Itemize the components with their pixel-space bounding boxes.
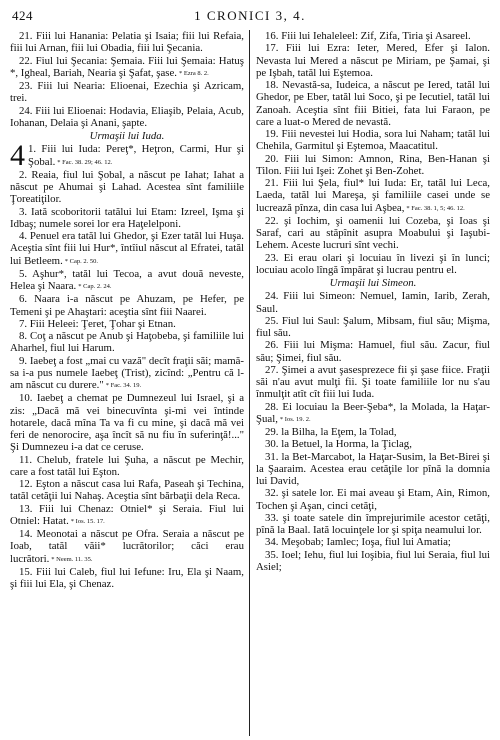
verse (256, 177, 490, 215)
verse (256, 290, 490, 315)
verse (10, 355, 244, 393)
verse-text: 1. Fiii lui Iuda: Pereţ*, Heţron, Carmi, Hur şi Şobal. (28, 143, 244, 168)
verse-text: 23. Ei erau olari şi locuiau în livezi şi în lunci; locuiau acolo lîngă împărat şi lucrau pentru el. (256, 251, 490, 276)
cross-reference: * Ezra 8. 2. (179, 69, 209, 77)
verse-text: 23. Fiii lui Nearia: Elioenai, Ezechia şi Azricam, trei. (10, 80, 244, 105)
verse (256, 30, 490, 42)
section-heading: Urmaşii lui Iuda. (89, 130, 165, 142)
verse (256, 153, 490, 178)
verse-text: 15. Fiii lui Caleb, fiul lui Iefune: Iru, Ela şi Naam, şi fiii lui Ela, şi Chenaz. (10, 565, 244, 590)
verse-text: 24. Fiii lui Simeon: Nemuel, Iamin, Iarib, Zerah, Saul. (256, 290, 490, 315)
verse-text: 3. Iată scoboritorii tatălui lui Etam: Izreel, Işma şi Idbaş; numele sorei lor era Haţelelponi. (10, 205, 244, 230)
cross-reference: * Fac. 38. 29; 46. 12. (57, 158, 113, 166)
verse-text: 31. la Bet-Marcabot, la Haţar-Susim, la Bet-Birei şi la Şaaraim. Acestea erau cetăţile lor pînă la domnia lui David, (256, 450, 490, 487)
chapter-opening-verse (10, 139, 244, 173)
verse-text: 14. Meonotai a născut pe Ofra. Seraia a născut pe Ioab, tatăl văii* lucrătorilor; căci erau lucrători. (10, 528, 244, 565)
cross-reference: * Neem. 11. 35. (51, 555, 93, 563)
verse (256, 215, 490, 252)
cross-reference: * Ios. 19. 2. (279, 415, 311, 423)
verse-text: 24. Fiii lui Elioenai: Hodavia, Eliaşib, Pelaia, Acub, Iohanan, Delaia şi Anani, şapte. (10, 104, 244, 129)
verse (10, 392, 244, 453)
page-header (10, 8, 490, 26)
verse-text: 10. Iaebeţ a chemat pe Dumnezeul lui Israel, şi a zis: „Dacă mă vei binecuvînta şi-mi vei întinde hotarele, dacă mîna Ta va fi cu mine, şi dacă mă vei feri de nenorocire, aşa încît să nu fiu în suferinţă!..." Şi Dumnezeu i-a dat ce ceruse. (10, 392, 244, 454)
verse (256, 426, 490, 438)
verse-text: 21. Fiii lui Şela, fiul* lui Iuda: Er, tatăl lui Leca, Laeda, tatăl lui Mareşa, şi familiile casei unde se lucrează pînza, din casa lui Aşbea, (256, 177, 490, 214)
cross-reference: * Cap. 2. 50. (64, 257, 99, 265)
verse-text: 33. şi toate satele din împrejurimile acestor cetăţi, pînă la Baal. Iată locuinţele lor şi spiţa neamului lor. (256, 511, 490, 536)
verse-text: 26. Fiii lui Mişma: Hamuel, fiul său. Zacur, fiul său; Şimei, fiul său. (256, 339, 490, 364)
verse-text: 11. Chelub, fratele lui Şuha, a născut pe Mechir, care a fost tatăl lui Eşton. (10, 453, 244, 478)
text-columns (10, 30, 490, 736)
verse (256, 549, 490, 574)
cross-reference: * Cap. 2. 24. (78, 283, 112, 290)
verse-text: 25. Fiul lui Saul: Şalum, Mibsam, fiul său; Mişma, fiul său. (256, 314, 490, 339)
verse-text: 17. Fiii lui Ezra: Ieter, Mered, Efer şi Ialon. Nevasta lui Mered a născut pe Miriam, pe Şamai, şi pe Işbah, tatăl lui Eştemoa. (256, 42, 490, 79)
chapter-number: 4 (10, 139, 25, 173)
verse-text: 12. Eşton a născut casa lui Rafa, Paseah şi Techina, tatăl cetăţii lui Nahaş. Aceştia sînt bărbaţii dela Reca. (10, 478, 244, 503)
verse-text: 4. Penuel era tatăl lui Ghedor, şi Ezer tatăl lui Huşa. Aceştia sînt fiii lui Hur*, întîiul născut al Efratei, tatăl lui Betleem. (10, 230, 244, 267)
section-heading: Urmaşii lui Simeon. (329, 277, 417, 289)
verse (256, 451, 490, 488)
verse (10, 293, 244, 318)
verse (10, 230, 244, 268)
verse-text: 2. Reaia, fiul lui Şobal, a născut pe Iahat; Iahat a născut pe Ahumai şi Lahad. Acestea sînt familiile Ţoreatiţilor. (10, 168, 244, 206)
left-column (10, 30, 249, 736)
verse (10, 528, 244, 566)
verse (256, 536, 490, 548)
verse (10, 80, 244, 105)
verse (10, 318, 244, 330)
verse (256, 128, 490, 153)
verse-text: 20. Fiii lui Simon: Amnon, Rina, Ben-Hanan şi Tilon. Fiii lui Işei: Zohet şi Ben-Zohet. (256, 152, 490, 177)
running-title: 1 CRONICI 3, 4. (194, 8, 306, 23)
verse-text: 19. Fiii nevestei lui Hodia, sora lui Naham; tatăl lui Chehila, Garmitul şi Eştemoa, Maacatitul. (256, 128, 490, 153)
cross-reference: * Ios. 15. 17. (70, 517, 105, 525)
verse (10, 478, 244, 503)
verse-text: 30. la Betuel, la Horma, la Ţiclag, (265, 438, 412, 451)
verse-text: 18. Nevastă-sa, Iudeica, a născut pe Iered, tatăl lui Ghedor, pe Eber, tatăl lui Soco, şi pe Iecutiel, tatăl lui Zanoah. Aceştia sînt fiii Bitiei, fata lui Faraon, pe care a luat-o Mered de nevastă. (256, 79, 490, 128)
verse-text: 34. Meşobab; Iamlec; Ioşa, fiul lui Amatia; (265, 536, 451, 549)
verse (256, 401, 490, 427)
verse (10, 105, 244, 130)
verse (256, 42, 490, 79)
verse-text: 6. Naara i-a născut pe Ahuzam, pe Hefer, pe Temeni şi pe Ahaştari: aceştia sînt fiii Naarei. (10, 293, 244, 318)
verse (10, 503, 244, 529)
verse (256, 315, 490, 340)
right-column (249, 30, 490, 736)
verse (10, 566, 244, 591)
verse (10, 55, 244, 81)
verse (10, 206, 244, 231)
verse (10, 30, 244, 55)
verse-text: 9. Iaebeţ a fost „mai cu vază" decît fraţii săi; mamă-sa i-a pus numele Iaebeţ (Trist), zicînd: „Pentru că l-am născut cu durere." (10, 354, 244, 391)
verse (256, 79, 490, 128)
verse-text: 28. Ei locuiau la Beer-Şeba*, la Molada, la Haţar-Şual, (256, 400, 490, 425)
verse (256, 512, 490, 537)
verse (256, 487, 490, 512)
verse-text: 21. Fiii lui Hanania: Pelatia şi Isaia; fiii lui Refaia, fiii lui Arnan, fiii lui Obadia, fiii lui Şecania. (10, 30, 244, 55)
cross-reference: * Fac. 38. 1, 5; 46. 12. (406, 204, 465, 212)
verse-text: 22. Fiul lui Şecania: Şemaia. Fiii lui Şemaia: Hatuş *, Igheal, Bariah, Nearia şi Şafat, şase. (10, 54, 244, 79)
verse-text: 35. Ioel; Iehu, fiul lui Ioşibia, fiul lui Seraia, fiul lui Asiel; (256, 548, 490, 573)
verse-text: 29. la Bilha, la Eţem, la Tolad, (265, 426, 397, 438)
page-number: 424 (12, 8, 33, 23)
verse-text: 13. Fiii lui Chenaz: Otniel* şi Seraia. Fiul lui Otniel: Hatat. (10, 502, 244, 527)
verse (10, 330, 244, 355)
verse-text: 27. Şimei a avut şasesprezece fii şi şase fiice. Fraţii săi n'au avut mulţi fii. Şi toate familiile lor nu s'au înmulţit atît cît fiii lui Iuda. (256, 363, 490, 401)
verse-text: 7. Fiii Heleei: Ţeret, Ţohar şi Etnan. (19, 317, 176, 330)
verse (256, 438, 490, 450)
verse-text: 5. Aşhur*, tatăl lui Tecoa, a avut două neveste, Helea şi Naara. (10, 267, 244, 292)
cross-reference: * Fac. 34. 19. (105, 382, 142, 389)
verse (10, 454, 244, 479)
verse (256, 252, 490, 277)
verse (10, 169, 244, 206)
verse-text: 22. şi Iochim, şi oamenii lui Cozeba, şi Ioas şi Saraf, cari au stăpînit asupra Moabului şi Iaşubi-Lehem. Aceste lucruri sînt vechi. (256, 214, 490, 252)
verse-text: 8. Coţ a născut pe Anub şi Haţobeba, şi familiile lui Aharhel, fiul lui Harum. (10, 330, 244, 355)
verse (10, 268, 244, 294)
verse-text: 16. Fiii lui Iehaleleel: Zif, Zifa, Tiria şi Asareel. (265, 30, 471, 42)
verse (256, 339, 490, 364)
verse (256, 364, 490, 401)
verse-text: 32. şi satele lor. Ei mai aveau şi Etam, Ain, Rimon, Tochen şi Aşan, cinci cetăţi, (256, 487, 490, 512)
